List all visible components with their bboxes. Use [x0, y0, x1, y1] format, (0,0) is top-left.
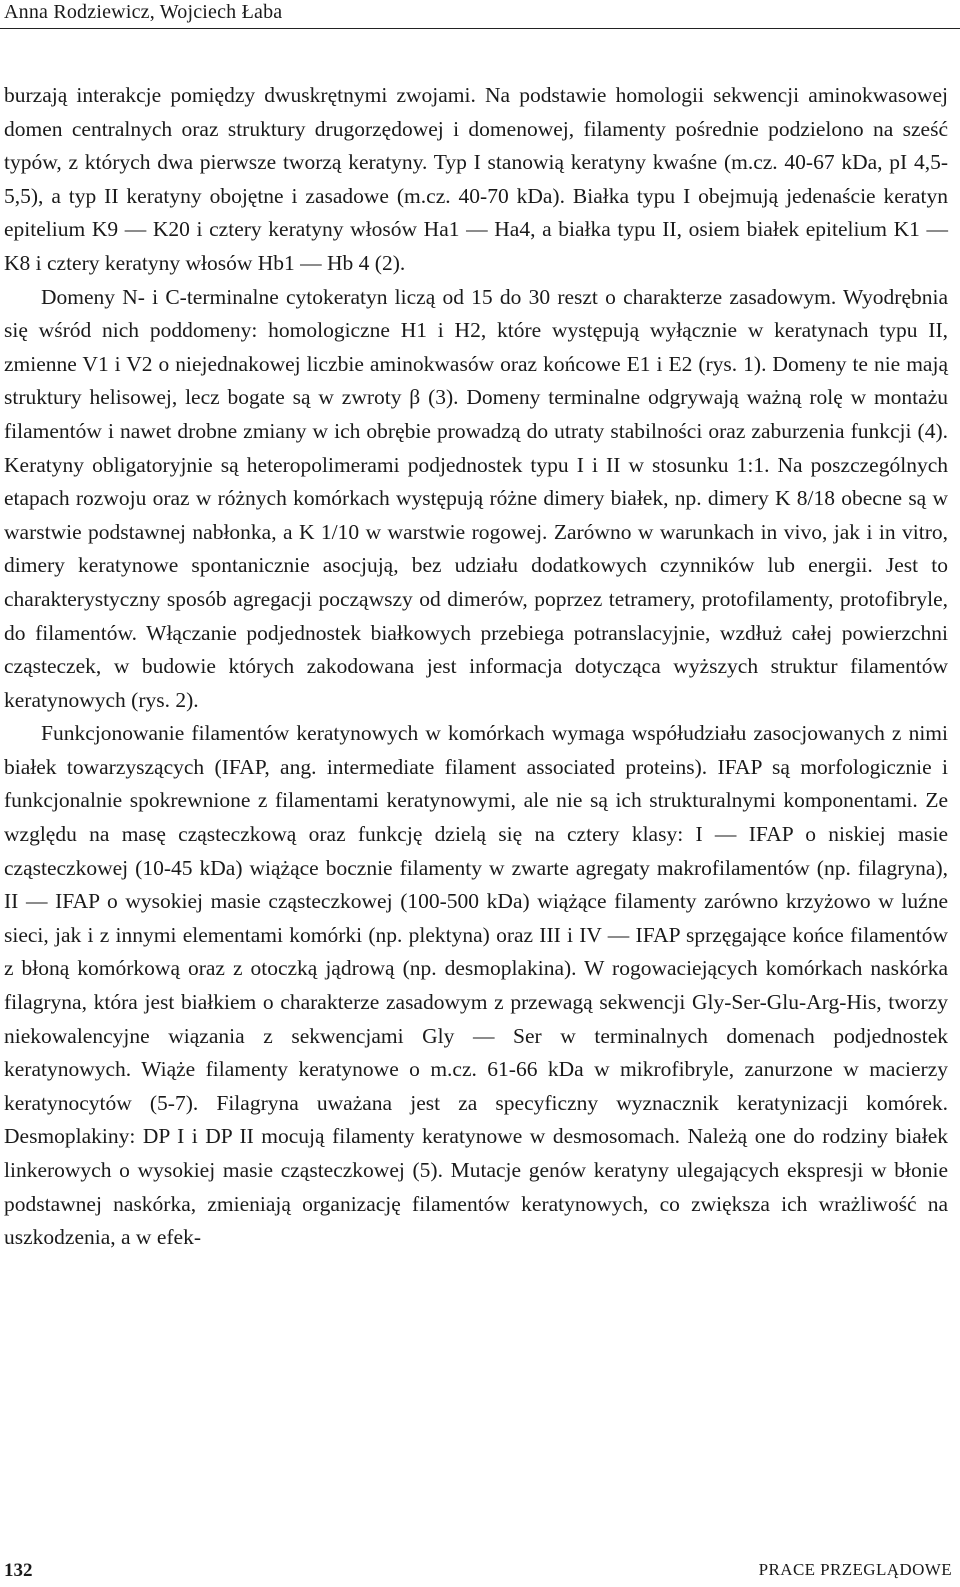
running-header: Anna Rodziewicz, Wojciech Łaba — [4, 1, 283, 23]
paragraph-2: Domeny N- i C-terminalne cytokeratyn liczą od 15 do 30 reszt o charakterze zasadowym. Wyodrębnia się wśród nich poddomeny: homologiczne H1 i H2, które występują wyłącznie w keratynach typu II, zmienne V1 i V2 o niejednakowej liczbie aminokwasów oraz końcowe E1 i E2 (rys. 1). Domeny te nie mają struktury helisowej, lecz bogate są w zwroty β (3). Domeny terminalne odgrywają ważną rolę w montażu filamentów i nawet drobne zmiany w ich obrębie prowadzą do utraty stabilności oraz zaburzenia funkcji (4). Keratyny obligatoryjnie są heteropolimerami podjednostek typu I i II w stosunku 1:1. Na poszczególnych etapach rozwoju oraz w różnych komórkach występują różne dimery białek, np. dimery K 8/18 obecne są w warstwie podstawnej nabłonka, a K 1/10 w warstwie rogowej. Zarówno w warunkach in vivo, jak i in vitro, dimery keratynowe spontanicznie asocjują, bez udziału dodatkowych czynników lub energii. Jest to charakterystyczny sposób agregacji począwszy od dimerów, poprzez tetramery, protofilamenty, protofibryle, do filamentów. Włączanie podjednostek białkowych przebiega potranslacyjnie, wzdłuż całej powierzchni cząsteczek, w budowie których zakodowana jest informacja dotycząca wyższych struktur filamentów keratynowych (rys. 2). — [4, 284, 948, 712]
article-body — [4, 79, 948, 1255]
page-number: 132 — [4, 1560, 33, 1581]
section-label: PRACE PRZEGLĄDOWE — [758, 1560, 952, 1579]
header-divider — [0, 28, 960, 29]
paragraph-3: Funkcjonowanie filamentów keratynowych w komórkach wymaga współudziału zasocjowanych z nimi białek towarzyszących (IFAP, ang. intermediate filament associated proteins). IFAP są morfologicznie i funkcjonalnie spokrewnione z filamentami keratynowymi, ale nie są ich strukturalnymi komponentami. Ze względu na masę cząsteczkową oraz funkcję dzielą się na cztery klasy: I — IFAP o niskiej masie cząsteczkowej (10-45 kDa) wiążące bocznie filamenty w zwarte agregaty makrofilamentów (np. filagryna), II — IFAP o wysokiej masie cząsteczkowej (100-500 kDa) wiążące filamenty zarówno krzyżowo w luźne sieci, jak i z innymi elementami komórki (np. plektyna) oraz III i IV — IFAP sprzęgające końce filamentów z błoną komórkową oraz z otoczką jądrową (np. desmoplakina). W rogowaciejących komórkach naskórka filagryna, która jest białkiem o charakterze zasadowym z przewagą sekwencji Gly-Ser-Glu-Arg-His, tworzy niekowalencyjne wiązania z sekwencjami Gly — Ser w terminalnych domenach podjednostek keratynowych. Wiąże filamenty keratynowe o m.cz. 61-66 kDa w mikrofibryle, zanurzone w macierzy keratynocytów (5-7). Filagryna uważana jest za specyficzny wyznacznik keratynizacji komórek. Desmoplakiny: DP I i DP II mocują filamenty keratynowe w desmosomach. Należą one do rodziny białek linkerowych o wysokiej masie cząsteczkowej (5). Mutacje genów keratyny ulegających ekspresji w błonie podstawnej naskórka, zmieniają organizację filamentów keratynowych, co zwiększa ich wrażliwość na uszkodzenia, a w efek- — [4, 721, 948, 1250]
paragraph-1: burzają interakcje pomiędzy dwuskrętnymi zwojami. Na podstawie homologii sekwencji aminokwasowej domen centralnych oraz struktury drugorzędowej i domenowej, filamenty pośrednie podzielono na sześć typów, z których dwa pierwsze tworzą keratyny. Typ I stanowią keratyny kwaśne (m.cz. 40-67 kDa, pI 4,5-5,5), a typ II keratyny obojętne i zasadowe (m.cz. 40-70 kDa). Białka typu I obejmują jedenaście keratyn epitelium K9 — K20 i cztery keratyny włosów Ha1 — Ha4, a białka typu II, osiem białek epitelium K1 — K8 i cztery keratyny włosów Hb1 — Hb 4 (2). — [4, 83, 948, 275]
